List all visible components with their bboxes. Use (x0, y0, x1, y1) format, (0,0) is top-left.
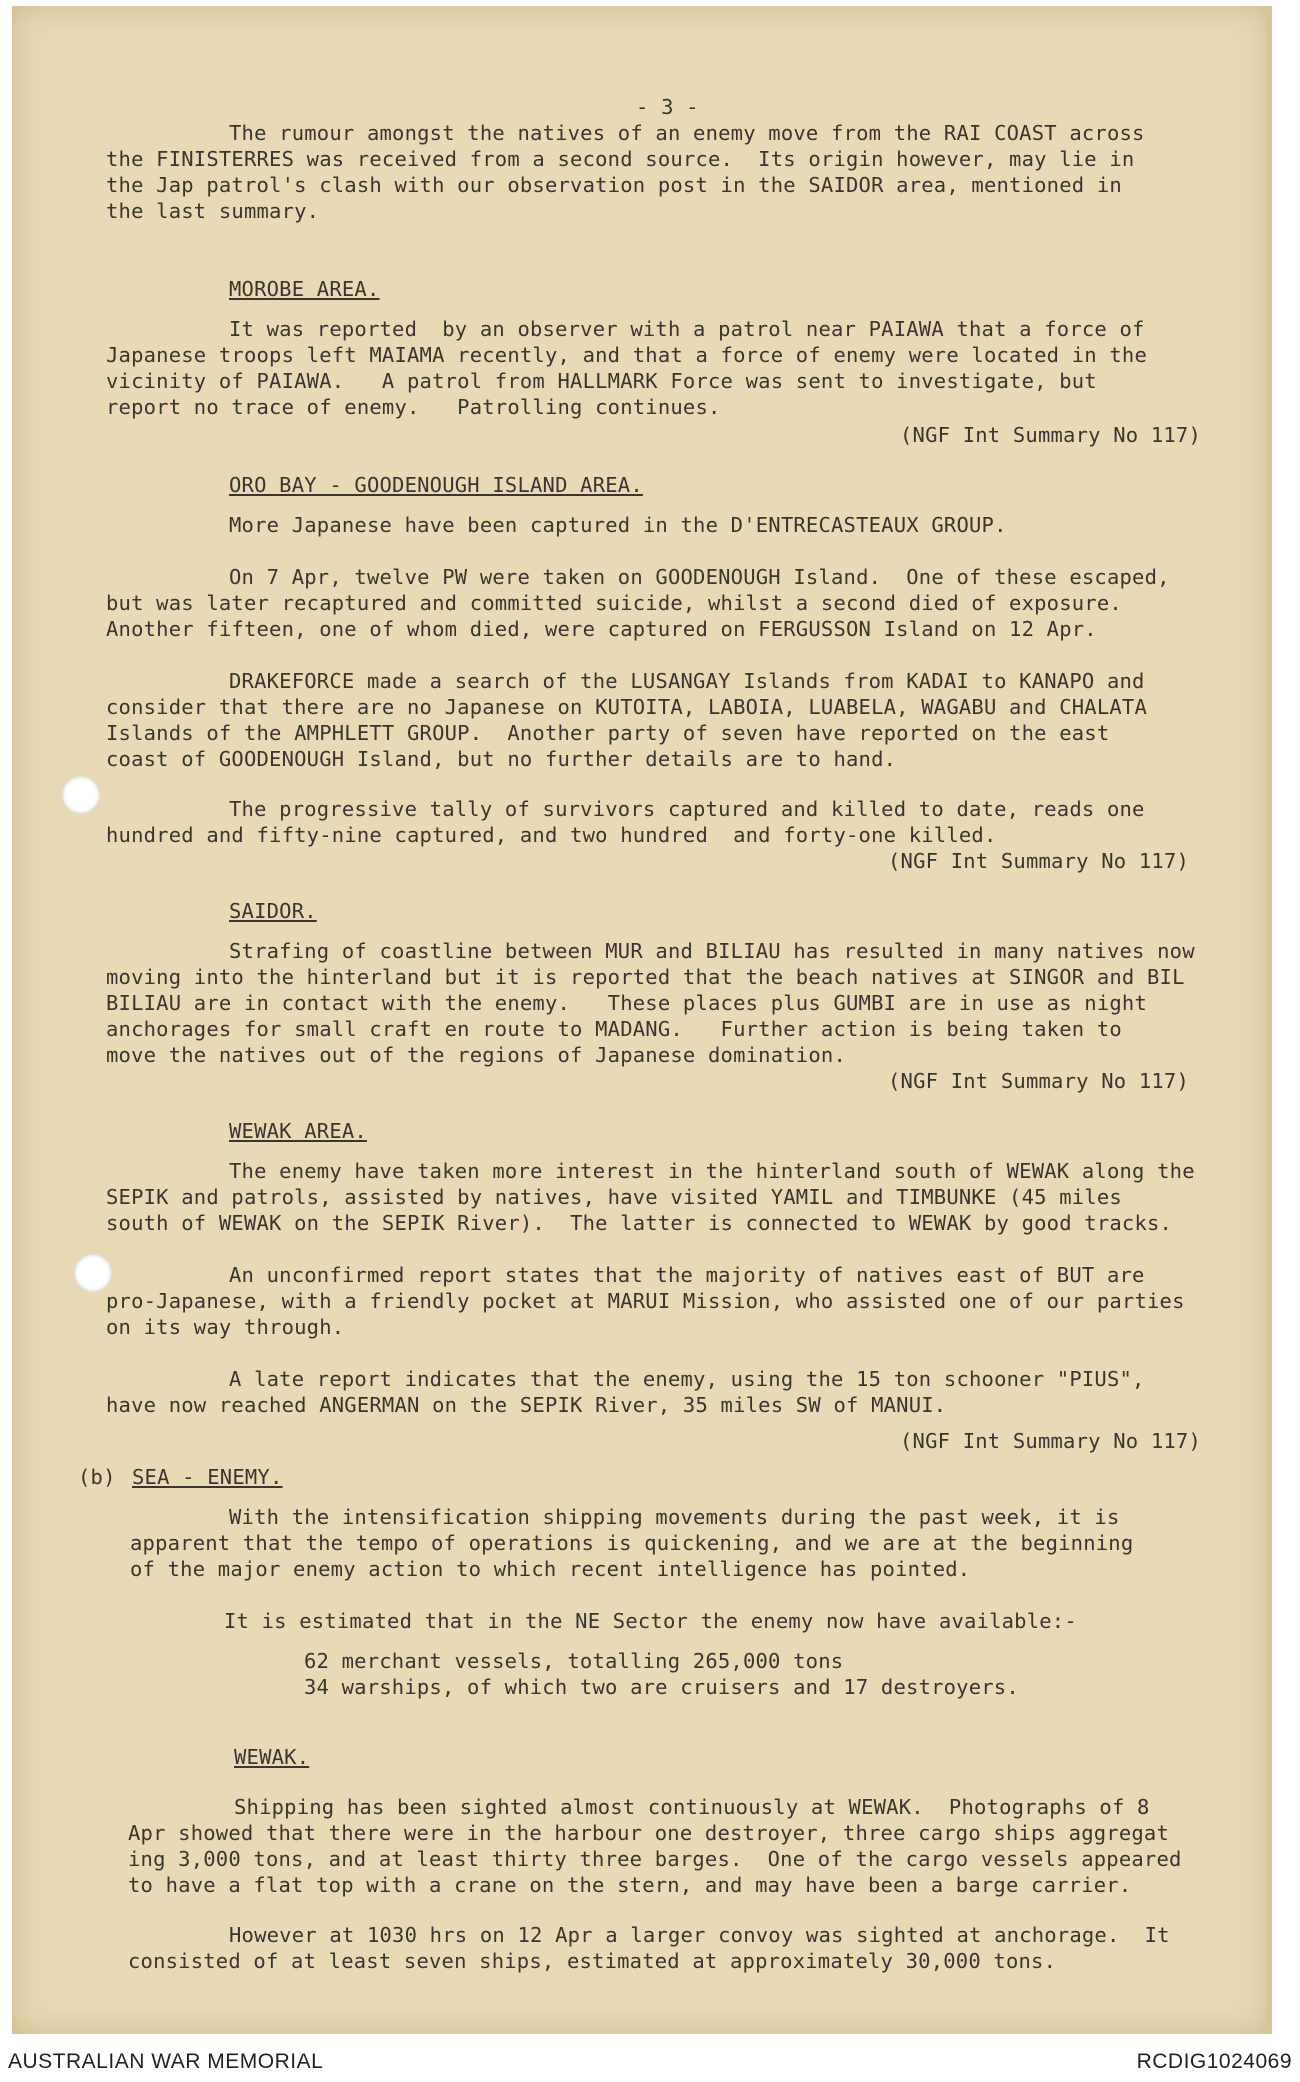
sea-enemy-heading: SEA - ENEMY. (132, 1465, 283, 1489)
wewak-p2-line: However at 1030 hrs on 12 Apr a larger convoy was sighted at anchorage. It (229, 1923, 1170, 1947)
oro-bay-p4-line: The progressive tally of survivors captured and killed to date, reads one (229, 797, 1145, 821)
wewak-heading: WEWAK. (234, 1745, 310, 1769)
morobe-heading: MOROBE AREA. (229, 277, 380, 301)
wewak-area-p3-line: A late report indicates that the enemy, using the 15 ton schooner "PIUS", (229, 1367, 1145, 1391)
saidor-line: BILIAU are in contact with the enemy. These places plus GUMBI are in use as night (106, 991, 1147, 1015)
wewak-p1-line: ing 3,000 tons, and at least thirty three barges. One of the cargo vessels appeared (128, 1847, 1182, 1871)
intro-line: the FINISTERRES was received from a second source. Its origin however, may lie in (106, 147, 1135, 171)
wewak-area-p1-line: The enemy have taken more interest in the hinterland south of WEWAK along the (229, 1159, 1195, 1183)
oro-bay-heading: ORO BAY - GOODENOUGH ISLAND AREA. (229, 473, 643, 497)
oro-bay-p1: More Japanese have been captured in the D'ENTRECASTEAUX GROUP. (229, 513, 1007, 537)
wewak-area-p1-line: SEPIK and patrols, assisted by natives, have visited YAMIL and TIMBUNKE (45 miles (106, 1185, 1122, 1209)
sea-enemy-p1-line: apparent that the tempo of operations is quickening, and we are at the beginning (130, 1531, 1134, 1555)
oro-bay-p4-line: hundred and fifty-nine captured, and two hundred and forty-one killed. (106, 823, 997, 847)
wewak-area-p1-line: south of WEWAK on the SEPIK River). The latter is connected to WEWAK by good tracks. (106, 1211, 1173, 1235)
oro-bay-p3-line: consider that there are no Japanese on KUTOITA, LABOIA, LUABELA, WAGABU and CHALATA (106, 695, 1147, 719)
morobe-source: (NGF Int Summary No 117) (900, 423, 1202, 447)
punch-hole-upper (62, 776, 100, 814)
morobe-line: Japanese troops left MAIAMA recently, and that a force of enemy were located in the (106, 343, 1147, 367)
sea-enemy-label: (b) (78, 1465, 116, 1489)
wewak-area-heading: WEWAK AREA. (229, 1119, 367, 1143)
wewak-area-p3-line: have now reached ANGERMAN on the SEPIK River, 35 miles SW of MANUI. (106, 1393, 947, 1417)
paper-edge (1266, 6, 1272, 2034)
page-number: - 3 - (636, 95, 699, 119)
saidor-source: (NGF Int Summary No 117) (888, 1069, 1190, 1093)
wewak-area-p2-line: on its way through. (106, 1315, 345, 1339)
intro-line: the Jap patrol's clash with our observation post in the SAIDOR area, mentioned in (106, 173, 1122, 197)
oro-bay-p2-line: On 7 Apr, twelve PW were taken on GOODENOUGH Island. One of these escaped, (229, 565, 1170, 589)
saidor-heading: SAIDOR. (229, 899, 317, 923)
footer-record-id: RCDIG1024069 (1136, 2050, 1292, 2073)
wewak-p1-line: Shipping has been sighted almost continuously at WEWAK. Photographs of 8 (234, 1795, 1150, 1819)
sea-enemy-p1-line: With the intensification shipping movements during the past week, it is (229, 1505, 1120, 1529)
oro-bay-p3-line: DRAKEFORCE made a search of the LUSANGAY Islands from KADAI to KANAPO and (229, 669, 1145, 693)
saidor-line: Strafing of coastline between MUR and BILIAU has resulted in many natives now (229, 939, 1195, 963)
wewak-p2-line: consisted of at least seven ships, estimated at approximately 30,000 tons. (128, 1949, 1057, 1973)
punch-hole-lower (74, 1254, 112, 1292)
saidor-line: anchorages for small craft en route to MADANG. Further action is being taken to (106, 1017, 1122, 1041)
saidor-line: moving into the hinterland but it is reported that the beach natives at SINGOR and BIL (106, 965, 1185, 989)
oro-bay-p2-line: Another fifteen, one of whom died, were captured on FERGUSSON Island on 12 Apr. (106, 617, 1097, 641)
sea-enemy-item: 62 merchant vessels, totalling 265,000 tons (304, 1649, 844, 1673)
wewak-area-p2-line: pro-Japanese, with a friendly pocket at MARUI Mission, who assisted one of our parties (106, 1289, 1185, 1313)
wewak-area-p2-line: An unconfirmed report states that the majority of natives east of BUT are (229, 1263, 1145, 1287)
wewak-p1-line: to have a flat top with a crane on the stern, and may have been a barge carrier. (128, 1873, 1132, 1897)
morobe-line: report no trace of enemy. Patrolling continues. (106, 395, 721, 419)
oro-bay-p3-line: coast of GOODENOUGH Island, but no further details are to hand. (106, 747, 897, 771)
oro-bay-p3-line: Islands of the AMPHLETT GROUP. Another party of seven have reported on the east (106, 721, 1110, 745)
wewak-p1-line: Apr showed that there were in the harbour one destroyer, three cargo ships aggregat (128, 1821, 1169, 1845)
footer-institution: AUSTRALIAN WAR MEMORIAL (8, 2050, 324, 2073)
sea-enemy-p2: It is estimated that in the NE Sector the enemy now have available:- (224, 1609, 1077, 1633)
morobe-line: It was reported by an observer with a patrol near PAIAWA that a force of (229, 317, 1145, 341)
saidor-line: move the natives out of the regions of Japanese domination. (106, 1043, 846, 1067)
oro-bay-p2-line: but was later recaptured and committed suicide, whilst a second died of exposure. (106, 591, 1122, 615)
wewak-area-source: (NGF Int Summary No 117) (900, 1429, 1202, 1453)
sea-enemy-p1-line: of the major enemy action to which recent intelligence has pointed. (130, 1557, 971, 1581)
oro-bay-source: (NGF Int Summary No 117) (888, 849, 1190, 873)
intro-line: the last summary. (106, 199, 320, 223)
morobe-line: vicinity of PAIAWA. A patrol from HALLMARK Force was sent to investigate, but (106, 369, 1097, 393)
sea-enemy-item: 34 warships, of which two are cruisers and 17 destroyers. (304, 1675, 1019, 1699)
intro-line: The rumour amongst the natives of an enemy move from the RAI COAST across (229, 121, 1145, 145)
